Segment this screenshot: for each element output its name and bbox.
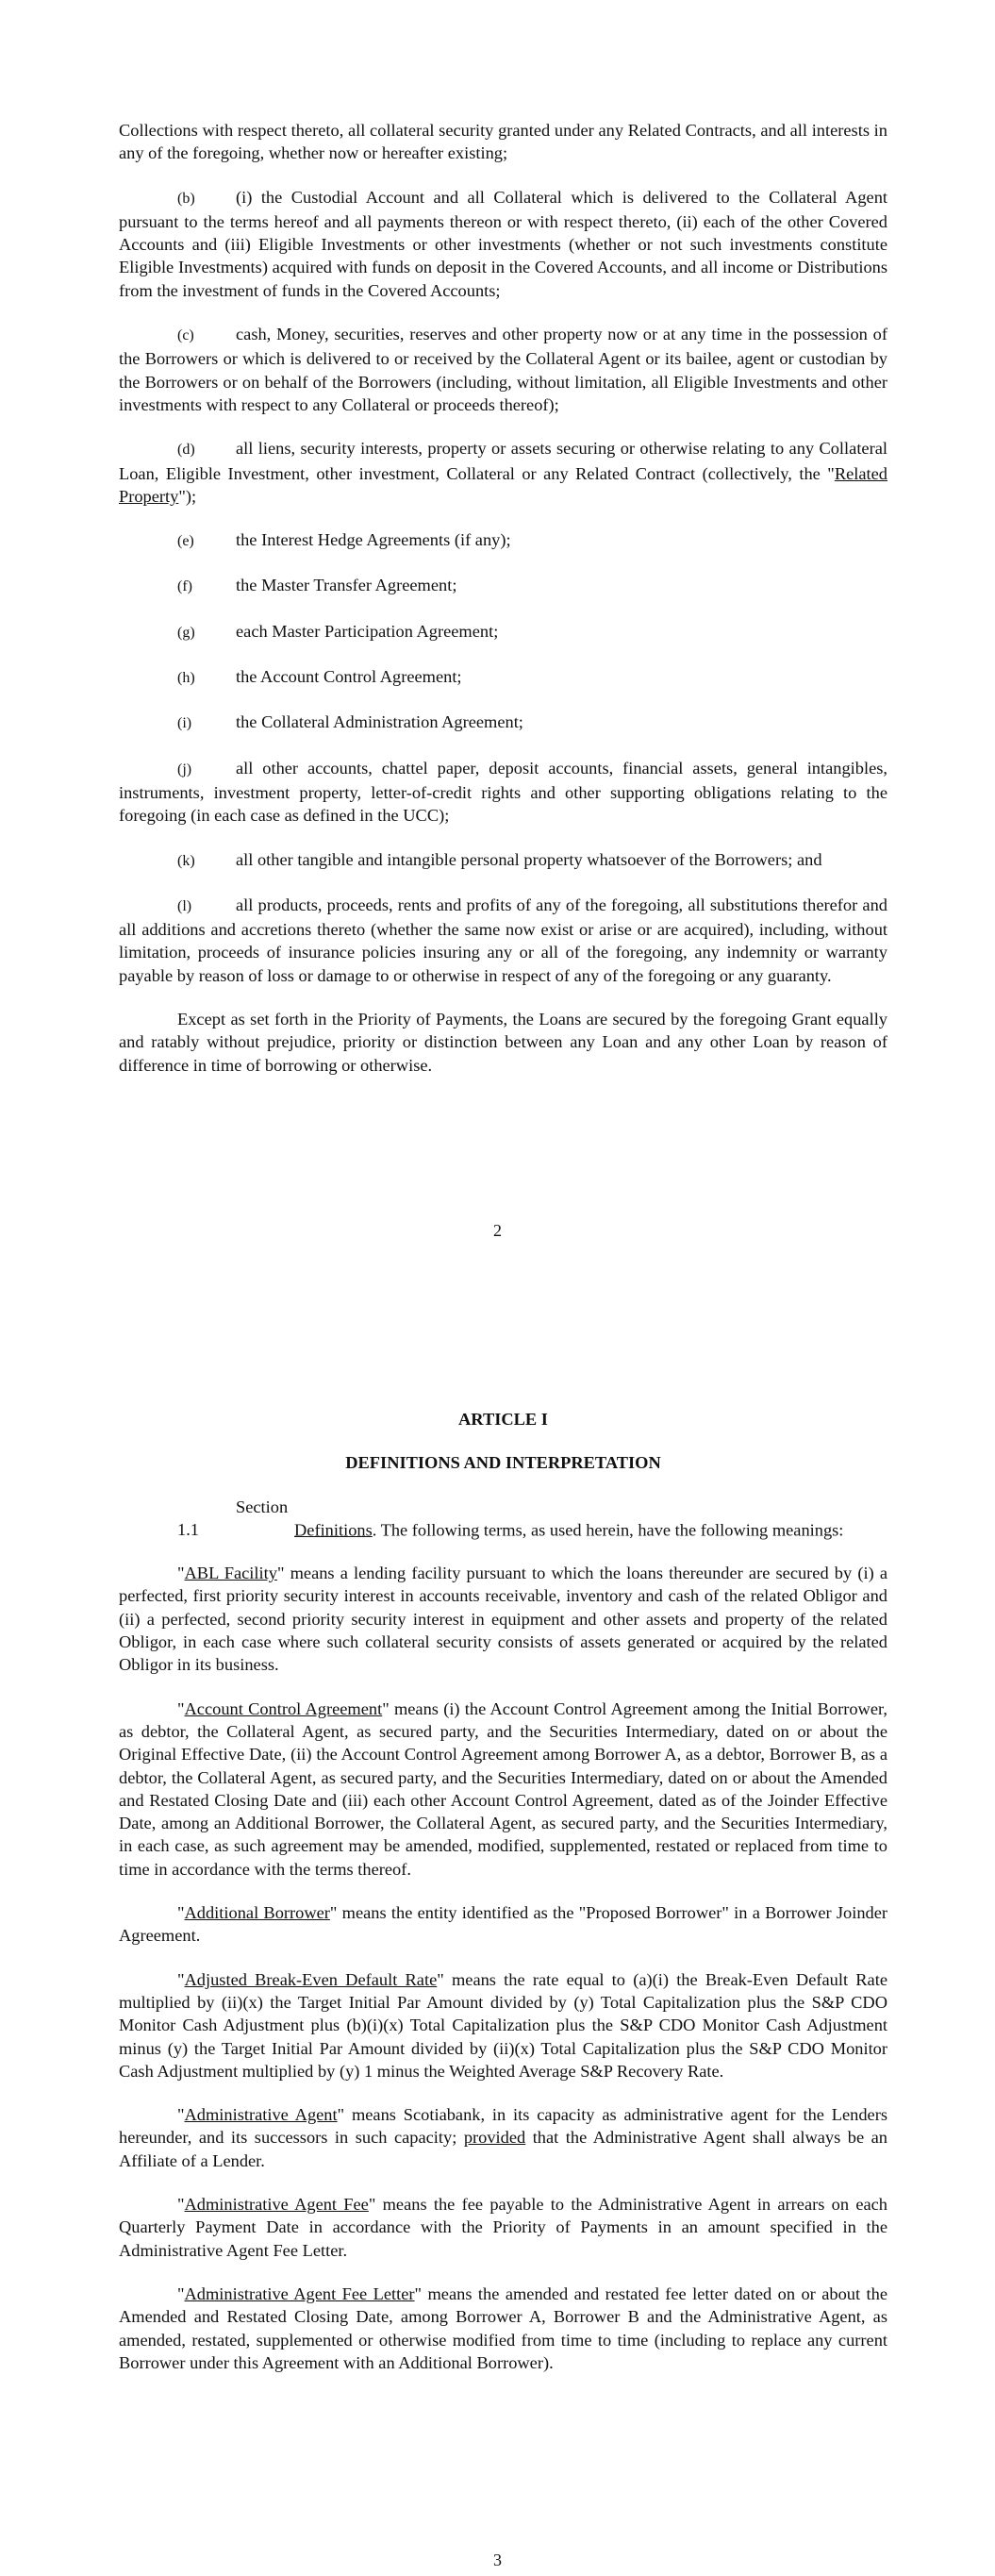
- definition-text: " means a lending facility pursuant to which the loans thereunder are secured by (i) a perfected, first priority security interest in accounts receivable, inventory and cash of the related Obligor and (ii) a perfected, second priority security interest in equipment and other assets and property of the related Obligor, in each case where such collateral security consists of assets generated or acquired by the related Obligor in its business.: [119, 1564, 887, 1675]
- clause-l-text: all products, proceeds, rents and profits of any of the foregoing, all substitutions therefor and all additions and accretions thereto (whether the same now exist or arise or are acquired), including, without limitation, proceeds of insurance policies insuring any or all of the foregoing, any indemnity or warranty payable by reason of loss or damage to or otherwise in respect of any of the foregoing or any guaranty.: [119, 895, 887, 985]
- closing-paragraph: Except as set forth in the Priority of Payments, the Loans are secured by the foregoing Grant equally and ratably without prejudice, priority or distinction between any Loan and any other Loan by reason of difference in time of borrowing or otherwise.: [119, 1010, 887, 1075]
- clause-e-text: the Interest Hedge Agreements (if any);: [236, 530, 511, 550]
- clause-l-label: (l): [177, 897, 192, 914]
- clause-d-text-1: all liens, security interests, property or assets securing or otherwise relating to any Collateral Loan, Eligible Investment, other investment, Collateral or any Related Contract (collectively, the ": [119, 439, 887, 483]
- clause-k: [119, 848, 887, 873]
- section-intro-text: . The following terms, as used herein, have the following meanings:: [372, 1519, 844, 1539]
- definition-additional-borrower: "Additional Borrower" means the entity identified as the "Proposed Borrower" in a Borrower Joinder Agreement.: [119, 1903, 888, 1946]
- clause-j-text: all other accounts, chattel paper, deposit accounts, financial assets, general intangibles, instruments, investment property, letter-of-credit rights and other supporting obligations relating to the foregoing (in each case as defined in the UCC);: [119, 758, 887, 826]
- clause-c-text: cash, Money, securities, reserves and other property now or at any time in the possession of the Borrowers or which is delivered to or received by the Collateral Agent or its bailee, agent or custodian by the Borrowers or on behalf of the Borrowers (including, without limitation, all Eligible Investments and other investments with respect to any Collateral or proceeds thereof);: [119, 325, 887, 414]
- page-number-2: 2: [493, 1221, 502, 1240]
- clause-e-label: (e): [177, 533, 194, 550]
- definition-text: " means Scotiabank, in its capacity as administrative agent for the Lenders hereunder, and its successors in such capacity;: [119, 2105, 887, 2148]
- definition-term: Additional Borrower: [184, 1903, 330, 1923]
- clause-c-label: (c): [177, 327, 194, 344]
- clause-g-text: each Master Participation Agreement;: [236, 621, 499, 641]
- definition-term: Administrative Agent Fee: [184, 2195, 369, 2215]
- definition-term: Administrative Agent Fee Letter: [184, 2283, 415, 2303]
- clause-g: [119, 620, 887, 644]
- definition-adjusted-break-even-default-rate: "Adjusted Break-Even Default Rate" means the rate equal to (a)(i) the Break-Even Default Rate multiplied by (ii)(x) the Target Initial Par Amount divided by (y) Total Capitalization plus the S&P CDO Monitor Cash Adjustment plus (b)(i)(x) Total Capitalization plus the S&P CDO Monitor Cash Adjustment minus (y) the Target Initial Par Amount divided by (ii)(x) Total Capitalization plus the S&P CDO Monitor Cash Adjustment multiplied by (y) 1 minus the Weighted Average S&P Recovery Rate.: [119, 1969, 887, 2081]
- intro-paragraph: Collections with respect thereto, all collateral security granted under any Related Contracts, and all interests in any of the foregoing, whether now or hereafter existing;: [119, 121, 887, 163]
- clause-h: [119, 665, 887, 690]
- definition-text: " means the fee payable to the Administrative Agent in arrears on each Quarterly Payment Date in accordance with the Priority of Payments in an amount specified in the Administrative Agent Fee Letter.: [119, 2195, 887, 2260]
- clause-d-label: (d): [177, 442, 195, 459]
- definition-text: " means the amended and restated fee letter dated on or about the Amended and Restated Closing Date, among Borrower A, Borrower B and the Administrative Agent, as amended, restated, supplemented or otherwise modified from time to time (including to replace any current Borrower under this Agreement with an Additional Borrower).: [119, 2283, 887, 2372]
- page-3: [0, 1293, 995, 2576]
- clause-h-label: (h): [177, 670, 195, 687]
- page-3-body: [119, 1408, 887, 2395]
- section-1-1-intro: [119, 1496, 887, 1542]
- clause-f-label: (f): [177, 578, 192, 595]
- definition-account-control-agreement: "Account Control Agreement" means (i) the Account Control Agreement among the Initial Borrower, as debtor, the Collateral Agent, as secured party, and the Securities Intermediary, dated on or about the Original Effective Date, (ii) the Account Control Agreement among Borrower A, as a debtor, Borrower B, as a debtor, the Collateral Agent, as secured party, and the Securities Intermediary, dated on or about the Amended and Restated Closing Date and (iii) each other Account Control Agreement, dated as of the Joinder Effective Date, among an Additional Borrower, the Collateral Agent, as secured party, and the Securities Intermediary, in each case, as such agreement may be amended, modified, supplemented, restated or replaced from time to time in accordance with the terms thereof.: [119, 1698, 887, 1879]
- definition-term: ABL Facility: [184, 1564, 277, 1583]
- article-heading: ARTICLE I: [458, 1410, 548, 1429]
- clause-f-text: the Master Transfer Agreement;: [236, 576, 457, 595]
- clause-k-text: all other tangible and intangible personal property whatsoever of the Borrowers; and: [236, 849, 822, 869]
- page-number-3: 3: [493, 2551, 502, 2569]
- page-2-body: [119, 119, 887, 1097]
- definition-administrative-agent-fee: "Administrative Agent Fee" means the fee payable to the Administrative Agent in arrears on each Quarterly Payment Date in accordance with the Priority of Payments in an amount specified in the Administrative Agent Fee Letter.: [119, 2195, 887, 2260]
- clause-k-label: (k): [177, 852, 195, 869]
- clause-f: [119, 574, 887, 598]
- definition-term: Administrative Agent: [184, 2105, 338, 2125]
- provided-term: provided: [463, 2128, 526, 2148]
- definition-text: " means the rate equal to (a)(i) the Break-Even Default Rate multiplied by (ii)(x) the Target Initial Par Amount divided by (y) Total Capitalization plus the S&P CDO Monitor Cash Adjustment plus (b)(i)(x) Total Capitalization plus the S&P CDO Monitor Cash Adjustment minus (y) the Target Initial Par Amount divided by (ii)(x) Total Capitalization plus the S&P CDO Monitor Cash Adjustment multiplied by (y) 1 minus the Weighted Average S&P Recovery Rate.: [119, 1969, 887, 2081]
- definition-text: " means (i) the Account Control Agreement among the Initial Borrower, as debtor, the Collateral Agent, as secured party, and the Securities Intermediary, dated on or about the Original Effective Date, (ii) the Account Control Agreement among Borrower A, as a debtor, Borrower B, as a debtor, the Collateral Agent, as secured party, and the Securities Intermediary, dated on or about the Amended and Restated Closing Date and (iii) each other Account Control Agreement, dated as of the Joinder Effective Date, among an Additional Borrower, the Collateral Agent, as secured party, and the Securities Intermediary, in each case, as such agreement may be amended, modified, supplemented, restated or replaced from time to time in accordance with the terms thereof.: [119, 1698, 887, 1879]
- clause-h-text: the Account Control Agreement;: [236, 667, 462, 687]
- clause-e: [119, 528, 887, 553]
- definition-text: " means the entity identified as the "Proposed Borrower" in a Borrower Joinder Agreement.: [119, 1903, 888, 1946]
- section-label: Section 1.1: [177, 1497, 289, 1539]
- article-title: DEFINITIONS AND INTERPRETATION: [345, 1453, 661, 1473]
- clause-c: [119, 323, 887, 416]
- clause-i-text: the Collateral Administration Agreement;: [236, 712, 523, 732]
- related-property-term: Related Property: [119, 463, 887, 506]
- clause-d: [119, 437, 887, 508]
- clause-b-label: (b): [177, 190, 195, 207]
- clause-i: [119, 711, 887, 735]
- clause-l: [119, 894, 887, 987]
- section-title: Definitions: [294, 1519, 373, 1539]
- clause-b-text: (i) the Custodial Account and all Collateral which is delivered to the Collateral Agent pursuant to the terms hereof and all payments thereon or with respect thereto, (ii) each of the other Covered Accounts and (iii) Eligible Investments or other investments (whether or not such investments constitute Eligible Investments) acquired with funds on deposit in the Covered Accounts, and all income or Distributions from the investment of funds in the Covered Accounts;: [119, 187, 887, 300]
- clause-d-text-2: ");: [178, 486, 197, 506]
- clause-i-label: (i): [177, 715, 192, 732]
- clause-j-label: (j): [177, 761, 192, 778]
- definition-text-cont: that the Administrative Agent shall always be an Affiliate of a Lender.: [119, 2128, 887, 2170]
- clause-j: [119, 757, 887, 828]
- clause-g-label: (g): [177, 624, 195, 641]
- clause-b: [119, 186, 887, 302]
- definition-term: Account Control Agreement: [184, 1698, 383, 1718]
- definition-term: Adjusted Break-Even Default Rate: [184, 1969, 438, 1989]
- definition-abl-facility: "ABL Facility" means a lending facility pursuant to which the loans thereunder are secured by (i) a perfected, first priority security interest in accounts receivable, inventory and cash of the related Obligor and (ii) a perfected, second priority security interest in equipment and other assets and property of the related Obligor, in each case where such collateral security consists of assets generated or acquired by the related Obligor in its business.: [119, 1564, 887, 1675]
- definition-administrative-agent-fee-letter: "Administrative Agent Fee Letter" means the amended and restated fee letter dated on or about the Amended and Restated Closing Date, among Borrower A, Borrower B and the Administrative Agent, as amended, restated, supplemented or otherwise modified from time to time (including to replace any current Borrower under this Agreement with an Additional Borrower).: [119, 2283, 887, 2372]
- definition-administrative-agent: "Administrative Agent" means Scotiabank, in its capacity as administrative agent for the Lenders hereunder, and its successors in such capacity; provided that the Administrative Agent shall always be an Affiliate of a Lender.: [119, 2105, 887, 2170]
